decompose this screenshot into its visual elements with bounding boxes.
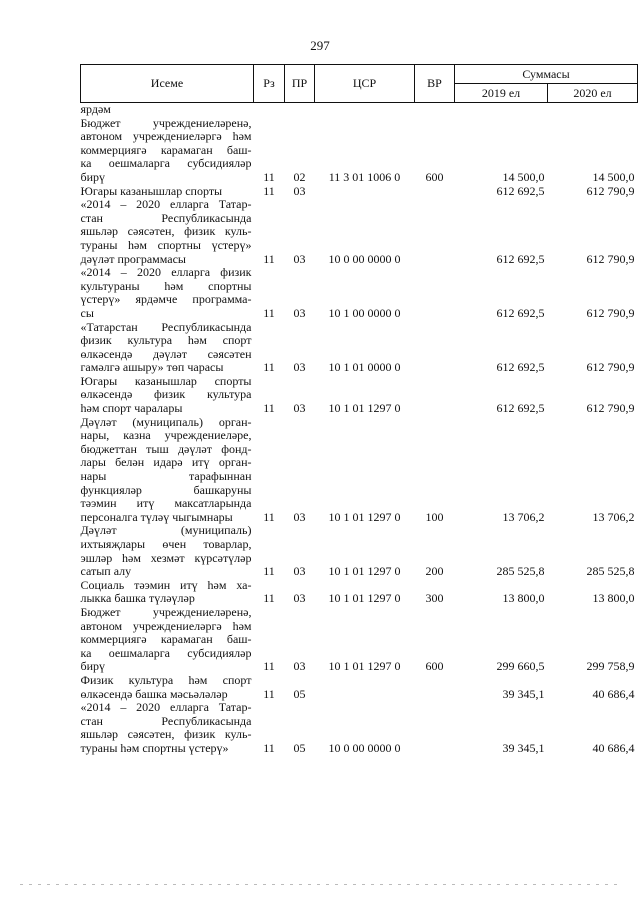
- row-name-line: бирү: [80, 659, 106, 674]
- row-name-line: ка оешмаларга субсидияләр: [80, 645, 252, 660]
- row-sum-2019: 39 345,1: [502, 740, 545, 755]
- row-name-line: бюджеттан тыш дәүләт фонд-: [80, 441, 252, 456]
- header-csr: ЦСР: [315, 65, 415, 103]
- row-name-line: сы: [80, 305, 94, 320]
- row-sum-2020: 612 790,9: [586, 183, 635, 198]
- row-rz: 11: [263, 401, 275, 416]
- row-rz: 11: [263, 305, 275, 320]
- row-name-line: нары, казна учреждениеләре,: [80, 428, 252, 443]
- table-row: [81, 416, 638, 525]
- row-name-line: өлкәсендә дәүләт сәясәтен: [80, 346, 252, 361]
- row-pr: 03: [293, 659, 306, 674]
- row-csr: 10 0 00 0000 0: [328, 740, 401, 755]
- row-name-line: нары тарафыннан: [80, 469, 252, 484]
- row-rz: 11: [263, 251, 275, 266]
- row-name: [81, 579, 254, 606]
- row-rz: 11: [263, 686, 275, 701]
- scan-artifact-line: [20, 884, 620, 885]
- row-name: [81, 606, 254, 674]
- row-name-line: «2014 – 2020 елларга физик: [80, 265, 252, 280]
- row-name: [81, 701, 254, 755]
- row-name-line: ка оешмаларга субсидияләр: [80, 156, 252, 171]
- row-vr: 600: [425, 169, 444, 184]
- row-name-line: яшьләр сәясәтен, физик куль-: [80, 727, 252, 742]
- row-name-line: сатып алу: [80, 564, 132, 579]
- row-rz: 11: [263, 659, 275, 674]
- row-name-line: тураны һәм спортны үстерү»: [80, 740, 229, 755]
- row-name-line: Дәүләт (муниципаль) орган-: [80, 414, 252, 429]
- row-sum-2020: 40 686,4: [592, 686, 635, 701]
- row-pr: 05: [293, 686, 306, 701]
- row-name-line: физик культура һәм спорт: [80, 333, 252, 348]
- row-vr: 600: [425, 659, 444, 674]
- row-name-line: тәэмин итү максатларында: [80, 496, 252, 511]
- row-rz: [254, 103, 285, 117]
- row-name-line: үстерү» ярдәмче программа-: [80, 292, 252, 307]
- row-vr: [415, 674, 455, 701]
- header-pr: ПР: [285, 65, 315, 103]
- budget-table: [80, 64, 638, 756]
- row-name-line: лары белән идарә итү орган-: [80, 455, 252, 470]
- row-rz: 11: [263, 740, 275, 755]
- row-name-line: автоном учреждениеләргә һәм: [80, 129, 252, 144]
- row-rz: 11: [263, 169, 275, 184]
- row-pr: 05: [293, 740, 306, 755]
- row-name-line: Социаль тәэмин итү һәм ха-: [80, 577, 252, 592]
- header-vr: ВР: [415, 65, 455, 103]
- row-name: [81, 117, 254, 185]
- row-csr: [315, 674, 415, 701]
- row-sum-2020: 13 800,0: [592, 591, 635, 606]
- row-sum-2019: 612 692,5: [496, 401, 545, 416]
- row-pr: 03: [293, 591, 306, 606]
- row-name: [81, 185, 254, 199]
- row-sum-2019: 39 345,1: [502, 686, 545, 701]
- row-rz: 11: [263, 509, 275, 524]
- row-vr: [415, 185, 455, 199]
- row-vr: [415, 701, 455, 755]
- row-vr: 100: [425, 509, 444, 524]
- row-sum-2019: 13 706,2: [502, 509, 545, 524]
- row-name-line: тураны һәм спортны үстерү»: [80, 237, 252, 252]
- row-name-line: стан Республикасында: [80, 713, 252, 728]
- header-rz: Рз: [254, 65, 285, 103]
- row-name-line: ярдәм: [80, 102, 111, 116]
- row-csr: 10 1 01 1297 0: [328, 564, 401, 579]
- row-name-line: Югары казанышлар спорты: [80, 373, 252, 388]
- row-sum-2019: 612 692,5: [496, 251, 545, 266]
- row-sum-2019: [455, 103, 548, 117]
- row-name-line: Бюджет учреждениеләренә,: [80, 115, 252, 130]
- table-body: [81, 103, 638, 756]
- row-sum-2020: 612 790,9: [586, 251, 635, 266]
- table-row: [81, 198, 638, 266]
- table-row: [81, 266, 638, 320]
- row-vr: [415, 198, 455, 266]
- table-row: [81, 674, 638, 701]
- row-sum-2019: 13 800,0: [502, 591, 545, 606]
- row-name-line: эшләр һәм хезмәт күрсәтүләр: [80, 550, 252, 565]
- row-csr: 10 1 01 1297 0: [328, 509, 401, 524]
- row-vr: [415, 103, 455, 117]
- row-name-line: дәүләт программасы: [80, 251, 186, 266]
- row-pr: 03: [293, 360, 306, 375]
- table-row: [81, 701, 638, 755]
- page-number: 297: [310, 38, 330, 53]
- row-pr: 03: [293, 305, 306, 320]
- row-vr: [415, 375, 455, 416]
- row-sum-2019: 612 692,5: [496, 360, 545, 375]
- row-pr: 03: [293, 564, 306, 579]
- row-sum-2020: 299 758,9: [586, 659, 635, 674]
- row-name-line: персоналга түләү чыгымнары: [80, 509, 233, 524]
- row-name-line: ихтыяҗлары өчен товарлар,: [80, 537, 252, 551]
- table-row: [81, 524, 638, 578]
- header-year-2020: 2020 ел: [548, 84, 638, 103]
- table-row: [81, 375, 638, 416]
- row-sum-2019: 299 660,5: [496, 659, 545, 674]
- row-name-line: лыкка башка түләүләр: [80, 591, 195, 606]
- row-csr: [315, 103, 415, 117]
- row-name-line: һәм спорт чаралары: [80, 401, 183, 416]
- table-row: [81, 579, 638, 606]
- table-row: [81, 185, 638, 199]
- row-name-line: коммерциягә карамаган баш-: [80, 632, 252, 647]
- row-name: [81, 674, 254, 701]
- row-name-line: өлкәсендә башка мәсьәләләр: [80, 686, 228, 701]
- row-sum-2019: 612 692,5: [496, 305, 545, 320]
- row-pr: 03: [293, 401, 306, 416]
- row-csr: 10 1 01 1297 0: [328, 591, 401, 606]
- row-name: [81, 198, 254, 266]
- row-csr: 10 1 01 1297 0: [328, 659, 401, 674]
- row-name-line: функцияләр башкаруны: [80, 482, 252, 497]
- row-rz: 11: [263, 591, 275, 606]
- row-name: [81, 524, 254, 578]
- row-csr: 10 1 01 0000 0: [328, 360, 401, 375]
- row-name-line: Дәүләт (муниципаль): [80, 523, 252, 538]
- row-name: [81, 103, 254, 117]
- row-name-line: яшьләр сәясәтен, физик куль-: [80, 224, 252, 239]
- row-sum-2020: 612 790,9: [586, 401, 635, 416]
- row-name-line: гамәлгә ашыру» төп чарасы: [80, 360, 224, 375]
- row-name-line: «2014 – 2020 елларга Татар-: [80, 197, 252, 212]
- row-sum-2019: 285 525,8: [496, 564, 545, 579]
- row-vr: 300: [425, 591, 444, 606]
- row-sum-2019: 612 692,5: [496, 183, 545, 198]
- row-name-line: стан Республикасында: [80, 210, 252, 225]
- row-sum-2020: 14 500,0: [592, 169, 635, 184]
- row-sum-2020: 612 790,9: [586, 360, 635, 375]
- row-csr: 10 1 01 1297 0: [328, 401, 401, 416]
- row-vr: [415, 321, 455, 375]
- row-sum-2020: 285 525,8: [586, 564, 635, 579]
- row-name-line: автоном учреждениеләргә һәм: [80, 618, 252, 633]
- header-name: Исеме: [81, 65, 254, 103]
- table-row: [81, 321, 638, 375]
- row-name: [81, 266, 254, 320]
- row-name-line: Физик культура һәм спорт: [80, 672, 252, 687]
- row-name-line: бирү: [80, 169, 106, 184]
- row-name: [81, 375, 254, 416]
- row-sum-2019: 14 500,0: [502, 169, 545, 184]
- row-sum-2020: 612 790,9: [586, 305, 635, 320]
- row-name-line: «2014 – 2020 елларга Татар-: [80, 700, 252, 715]
- row-csr: [315, 185, 415, 199]
- table-row: [81, 606, 638, 674]
- row-vr: [415, 266, 455, 320]
- row-name-line: өлкәсендә физик культура: [80, 387, 252, 402]
- row-sum-2020: 40 686,4: [592, 740, 635, 755]
- row-pr: 03: [293, 183, 306, 198]
- row-sum-2020: [548, 103, 638, 117]
- row-csr: 10 1 00 0000 0: [328, 305, 401, 320]
- row-name-line: «Татарстан Республикасында: [80, 319, 252, 334]
- row-rz: 11: [263, 360, 275, 375]
- row-rz: 11: [263, 564, 275, 579]
- row-name-line: коммерциягә карамаган баш-: [80, 142, 252, 157]
- row-rz: 11: [263, 183, 275, 198]
- row-pr: 03: [293, 251, 306, 266]
- row-name-line: Югары казанышлар спорты: [80, 183, 223, 198]
- row-name: [81, 416, 254, 525]
- row-name-line: культураны һәм спортны: [80, 278, 252, 293]
- header-year-2019: 2019 ел: [455, 84, 548, 103]
- row-csr: 11 3 01 1006 0: [328, 169, 401, 184]
- row-pr: 03: [293, 509, 306, 524]
- row-pr: 02: [293, 169, 306, 184]
- table-row: [81, 103, 638, 117]
- row-pr: [285, 103, 315, 117]
- row-name: [81, 321, 254, 375]
- table-row: [81, 117, 638, 185]
- row-vr: 200: [425, 564, 444, 579]
- header-sums: Суммасы: [455, 65, 638, 84]
- row-csr: 10 0 00 0000 0: [328, 251, 401, 266]
- row-name-line: Бюджет учреждениеләренә,: [80, 604, 252, 619]
- row-sum-2020: 13 706,2: [592, 509, 635, 524]
